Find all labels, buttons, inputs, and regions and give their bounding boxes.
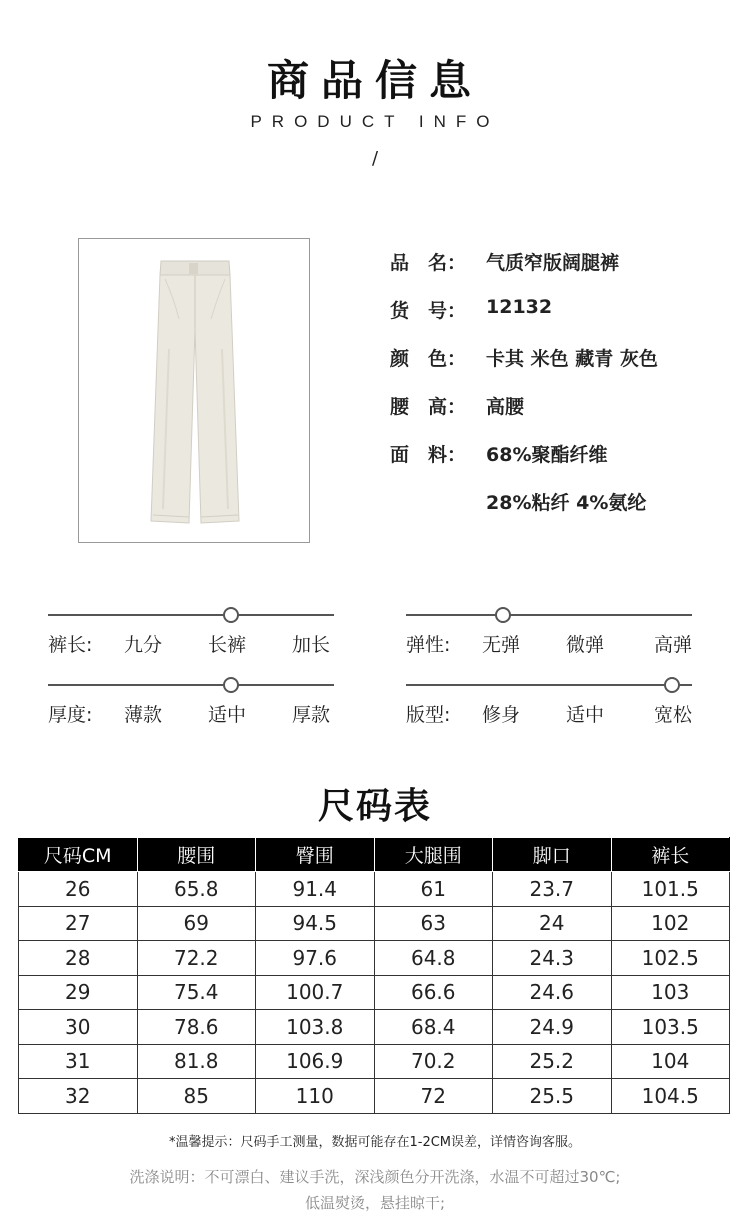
table-cell: 69 <box>137 906 256 941</box>
scale-option: 薄款 <box>124 704 163 726</box>
page-subtitle: PRODUCT INFO <box>250 112 500 131</box>
scale-thickness <box>48 670 338 740</box>
table-cell: 100.7 <box>256 975 375 1010</box>
scale-label: 弹性: <box>406 634 451 656</box>
scale-track <box>48 614 334 616</box>
scale-option: 高弹 <box>654 634 693 656</box>
table-cell: 68.4 <box>374 1010 493 1045</box>
table-cell: 28 <box>19 941 138 976</box>
table-cell: 78.6 <box>137 1010 256 1045</box>
table-cell: 104 <box>611 1044 730 1079</box>
table-cell: 75.4 <box>137 975 256 1010</box>
scale-option: 长裤 <box>208 634 247 656</box>
measurement-note: *温馨提示：尺码手工测量，数据可能存在1-2CM误差，详情咨询客服。 <box>168 1135 582 1150</box>
table-cell: 103 <box>611 975 730 1010</box>
scale-track <box>406 684 692 686</box>
table-cell: 103.5 <box>611 1010 730 1045</box>
info-row-color <box>390 344 658 376</box>
column-header: 大腿围 <box>374 838 493 872</box>
scale-option: 微弹 <box>566 634 605 656</box>
info-row-name <box>390 248 619 280</box>
column-header: 尺码CM <box>19 838 138 872</box>
table-cell: 63 <box>374 906 493 941</box>
table-cell: 102 <box>611 906 730 941</box>
table-row <box>19 975 730 1010</box>
wide-leg-pants-image <box>79 239 309 542</box>
table-cell: 29 <box>19 975 138 1010</box>
table-cell: 61 <box>374 872 493 907</box>
table-cell: 97.6 <box>256 941 375 976</box>
size-table-title: 尺码表 <box>317 786 432 827</box>
table-cell: 65.8 <box>137 872 256 907</box>
info-label: 腰 高： <box>390 396 467 418</box>
washing-line-2: 低温熨烫，悬挂晾干; <box>304 1194 446 1212</box>
info-label: 颜 色： <box>390 348 467 370</box>
table-cell: 24.9 <box>493 1010 612 1045</box>
info-value: 68%聚酯纤维 <box>486 444 608 466</box>
info-label: 品 名： <box>390 252 467 274</box>
table-cell: 102.5 <box>611 941 730 976</box>
table-cell: 32 <box>19 1079 138 1114</box>
scale-option: 适中 <box>208 704 247 726</box>
info-value: 28%粘纤 4%氨纶 <box>486 492 647 514</box>
table-row <box>19 906 730 941</box>
scale-option: 加长 <box>292 634 331 656</box>
scale-option: 宽松 <box>654 704 693 726</box>
page-title: 商品信息 <box>266 56 483 105</box>
scale-label: 裤长: <box>48 634 93 656</box>
table-cell: 91.4 <box>256 872 375 907</box>
table-cell: 31 <box>19 1044 138 1079</box>
info-row-sku <box>390 296 552 328</box>
table-cell: 25.5 <box>493 1079 612 1114</box>
info-row-waist <box>390 392 524 424</box>
info-row-fabric-cont <box>390 488 646 520</box>
scale-option: 修身 <box>482 704 521 726</box>
table-cell: 24 <box>493 906 612 941</box>
table-cell: 72.2 <box>137 941 256 976</box>
table-cell: 94.5 <box>256 906 375 941</box>
info-label: 货 号： <box>390 300 467 322</box>
scale-knob <box>664 677 680 693</box>
scale-option: 厚款 <box>292 704 331 726</box>
title-divider: / <box>371 148 379 169</box>
table-row <box>19 872 730 907</box>
size-table-header <box>19 838 730 872</box>
info-row-fabric <box>390 440 607 472</box>
table-row <box>19 1079 730 1114</box>
info-value: 气质窄版阔腿裤 <box>486 252 620 274</box>
scale-track <box>406 614 692 616</box>
scale-knob <box>223 607 239 623</box>
info-value: 卡其 米色 藏青 灰色 <box>486 348 658 370</box>
table-cell: 104.5 <box>611 1079 730 1114</box>
info-value: 12132 <box>486 296 553 318</box>
scale-track <box>48 684 334 686</box>
table-cell: 24.6 <box>493 975 612 1010</box>
scale-option: 无弹 <box>482 634 521 656</box>
size-table <box>18 837 730 1114</box>
table-cell: 25.2 <box>493 1044 612 1079</box>
washing-instructions <box>0 1164 750 1216</box>
scale-knob <box>223 677 239 693</box>
column-header: 腰围 <box>137 838 256 872</box>
table-cell: 30 <box>19 1010 138 1045</box>
scale-option: 适中 <box>566 704 605 726</box>
table-row <box>19 1044 730 1079</box>
table-cell: 81.8 <box>137 1044 256 1079</box>
scale-option: 九分 <box>124 634 163 656</box>
washing-line-1: 洗涤说明：不可漂白、建议手洗，深浅颜色分开洗涤，水温不可超过30℃; <box>129 1168 621 1186</box>
table-cell: 26 <box>19 872 138 907</box>
table-cell: 70.2 <box>374 1044 493 1079</box>
scale-length <box>48 600 338 670</box>
table-row <box>19 941 730 976</box>
table-cell: 64.8 <box>374 941 493 976</box>
table-cell: 27 <box>19 906 138 941</box>
scale-label: 版型: <box>406 704 451 726</box>
column-header: 裤长 <box>611 838 730 872</box>
column-header: 臀围 <box>256 838 375 872</box>
scale-elasticity <box>406 600 696 670</box>
info-value: 高腰 <box>486 396 525 418</box>
table-cell: 66.6 <box>374 975 493 1010</box>
table-cell: 23.7 <box>493 872 612 907</box>
column-header: 脚口 <box>493 838 612 872</box>
info-label <box>390 488 486 520</box>
table-cell: 106.9 <box>256 1044 375 1079</box>
scale-knob <box>495 607 511 623</box>
scale-fit <box>406 670 696 740</box>
table-row <box>19 1010 730 1045</box>
table-cell: 24.3 <box>493 941 612 976</box>
table-cell: 110 <box>256 1079 375 1114</box>
scale-label: 厚度: <box>48 704 93 726</box>
table-cell: 103.8 <box>256 1010 375 1045</box>
table-cell: 85 <box>137 1079 256 1114</box>
table-cell: 101.5 <box>611 872 730 907</box>
table-cell: 72 <box>374 1079 493 1114</box>
product-image <box>78 238 310 543</box>
info-label: 面 料： <box>390 444 467 466</box>
